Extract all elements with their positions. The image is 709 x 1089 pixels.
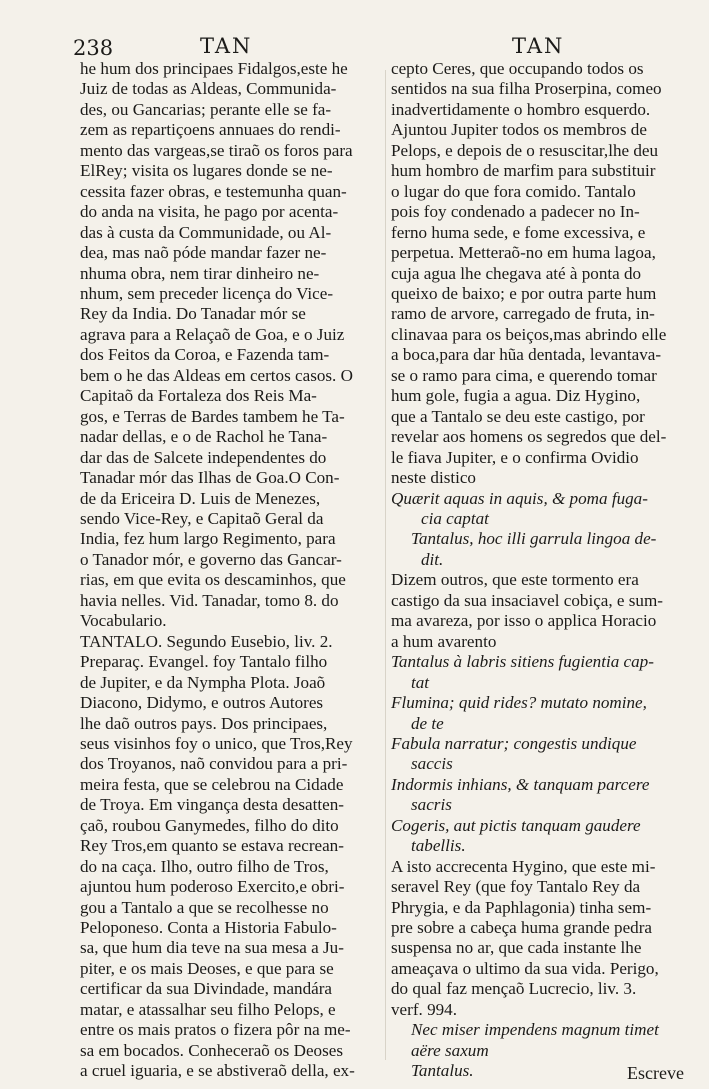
text-line: perpetua. Metteraõ-no em huma lagoa, <box>391 243 656 263</box>
left-text-column <box>80 59 380 1082</box>
text-line: nhuma obra, nem tirar dinheiro ne- <box>80 263 320 283</box>
text-line: dos Feitos da Coroa, e Fazenda tam- <box>80 345 330 365</box>
text-line: dar das de Salcete independentes do <box>80 447 327 467</box>
right-text-column <box>391 59 687 1082</box>
text-line: ma avareza, por isso o applica Horacio <box>391 611 657 631</box>
text-line: matar, e atassalhar seu filho Pelops, e <box>80 999 336 1019</box>
text-line: ajuntou hum poderoso Exercito,e obri- <box>80 877 345 897</box>
text-line: hum gole, fugia a agua. Diz Hygino, <box>391 386 641 406</box>
text-line: Vocabulario. <box>80 611 167 631</box>
text-line: a hum avarento <box>391 631 497 651</box>
text-line: Diacono, Didymo, e outros Autores <box>80 693 324 713</box>
text-line: a cruel iguaria, e se abstiveraõ della, ex- <box>80 1061 355 1081</box>
text-line: meira festa, que se celebrou na Cidade <box>80 774 344 794</box>
text-line: hum hombro de marfim para substituir <box>391 161 656 181</box>
text-line: saccis <box>411 754 453 774</box>
text-line: de Jupiter, e da Nympha Plota. Joaõ <box>80 672 326 692</box>
text-line: do anda na visita, he pago por acenta- <box>80 202 339 222</box>
text-line: se o ramo para cima, e querendo tomar <box>391 365 657 385</box>
text-line: tat <box>411 672 430 692</box>
text-line: ramo de arvore, carregado de fruta, in- <box>391 304 655 324</box>
text-line: TANTALO. Segundo Eusebio, liv. 2. <box>80 631 333 651</box>
text-line: Fabula narratur; congestis undique <box>391 733 637 753</box>
text-line: o Tanador mór, e governo das Gancar- <box>80 549 342 569</box>
text-line: certificar da sua Divindade, mandára <box>80 979 333 999</box>
text-line: das à custa da Communidade, ou Al- <box>80 222 332 242</box>
text-line: de da Ericeira D. Luis de Menezes, <box>80 488 321 508</box>
text-line: cuja agua lhe chegava até à ponta do <box>391 263 642 283</box>
text-line: do qual faz mençaõ Lucrecio, liv. 3. <box>391 979 637 999</box>
text-line: bem o he das Aldeas em certos casos. O <box>80 365 353 385</box>
text-line: he hum dos principaes Fidalgos,este he <box>80 59 348 78</box>
text-line: havia nelles. Vid. Tanadar, tomo 8. do <box>80 590 339 610</box>
text-line: ferno huma sede, e fome excessiva, e <box>391 222 646 242</box>
column-gutter <box>385 70 386 1060</box>
text-line: gou a Tantalo a que se recolhesse no <box>80 897 329 917</box>
text-line: Pelops, e depois de o resuscitar,lhe deu <box>391 140 659 160</box>
text-line: Dizem outros, que este tormento era <box>391 570 639 590</box>
text-line: o lugar do que fora comido. Tantalo <box>391 181 636 201</box>
text-line: inadvertidamente o hombro esquerdo. <box>391 99 651 119</box>
text-line: Phrygia, e da Paphlagonia) tinha sem- <box>391 897 652 917</box>
text-line: castigo da sua insaciavel cobiça, e sum- <box>391 590 663 610</box>
text-line: dit. <box>421 549 444 569</box>
text-line: sa em bocados. Conheceraõ os Deoses <box>80 1040 343 1060</box>
text-line: entre os mais pratos o fizera pôr na me- <box>80 1020 351 1040</box>
text-line: Tantalus à labris sitiens fugientia cap- <box>391 652 654 672</box>
text-line: Capitaõ da Fortaleza dos Reis Ma- <box>80 386 317 406</box>
text-line: pre sobre a cabeça huma grande pedra <box>391 918 653 938</box>
text-line: çaõ, roubou Ganymedes, filho do dito <box>80 815 339 835</box>
text-line: suspensa no ar, que cada instante lhe <box>391 938 642 958</box>
text-line: Juiz de todas as Aldeas, Communida- <box>80 79 337 99</box>
page-number: 238 <box>73 36 114 60</box>
text-line: Quærit aquas in aquis, & poma fuga- <box>391 488 648 508</box>
text-line: Preparaç. Evangel. foy Tantalo filho <box>80 652 328 672</box>
text-line: Peloponeso. Conta a Historia Fabulo- <box>80 918 337 938</box>
text-line: revelar aos homens os segredos que del- <box>391 427 667 447</box>
text-line: de Troya. Em vingança desta desatten- <box>80 795 344 815</box>
text-line: Cogeris, aut pictis tanquam gaudere <box>391 815 641 835</box>
text-line: sacris <box>411 795 452 815</box>
text-line: lhe daõ outros pays. Dos principaes, <box>80 713 328 733</box>
text-line: tabellis. <box>411 836 466 856</box>
text-line: aëre saxum <box>411 1040 489 1060</box>
text-line: agrava para a Relaçaõ de Goa, e o Juiz <box>80 324 345 344</box>
text-line: rias, em que evita os descaminhos, que <box>80 570 346 590</box>
text-line: mento das vargeas,se tiraõ os foros para <box>80 140 353 160</box>
text-line: sa, que hum dia teve na sua mesa a Ju- <box>80 938 344 958</box>
text-line: neste distico <box>391 468 476 488</box>
text-line: seravel Rey (que foy Tantalo Rey da <box>391 877 641 897</box>
text-line: ElRey; visita os lugares donde se ne- <box>80 161 333 181</box>
text-line: sendo Vice-Rey, e Capitaõ Geral da <box>80 508 324 528</box>
text-line: cia captat <box>421 508 489 528</box>
text-line: seus visinhos foy o unico, que Tros,Rey <box>80 733 353 753</box>
text-line: cessita fazer obras, e testemunha quan- <box>80 181 347 201</box>
text-line: ameaçava o ultimo da sua vida. Perigo, <box>391 958 659 978</box>
text-line: verf. 994. <box>391 999 457 1019</box>
text-line: Indormis inhians, & tanquam parcere <box>391 774 650 794</box>
running-head-left: TAN <box>200 34 253 58</box>
text-line: piter, e os mais Deoses, e que para se <box>80 958 334 978</box>
text-line: dea, mas naõ póde mandar fazer ne- <box>80 243 327 263</box>
text-line: dos Troyanos, naõ convidou para a pri- <box>80 754 348 774</box>
text-line: Nec miser impendens magnum timet <box>411 1020 659 1040</box>
text-line: des, ou Gancarias; perante elle se fa- <box>80 99 332 119</box>
text-line: cepto Ceres, que occupando todos os <box>391 59 644 78</box>
text-line: Tantalus. <box>411 1061 474 1081</box>
catchword: Escreve <box>627 1063 684 1083</box>
text-line: de te <box>411 713 444 733</box>
text-line: Tantalus, hoc illi garrula lingoa de- <box>411 529 657 549</box>
text-line: nadar dellas, e o de Rachol he Tana- <box>80 427 328 447</box>
text-line: a boca,para dar hũa dentada, levantava- <box>391 345 662 365</box>
text-line: que a Tantalo se deu este castigo, por <box>391 406 645 426</box>
text-line: nhum, sem preceder licença do Vice- <box>80 283 334 303</box>
text-line: zem as repartiçoens annuaes do rendi- <box>80 120 341 140</box>
text-line: A isto accrecenta Hygino, que este mi- <box>391 856 656 876</box>
running-head-right: TAN <box>512 34 565 58</box>
text-line: Flumina; quid rides? mutato nomine, <box>391 693 647 713</box>
text-line: pois foy condenado a padecer no In- <box>391 202 640 222</box>
text-line: India, fez hum largo Regimento, para <box>80 529 336 549</box>
text-line: clinavaa para os beiços,mas abrindo elle <box>391 324 667 344</box>
text-line: Ajuntou Jupiter todos os membros de <box>391 120 647 140</box>
text-line: do na caça. Ilho, outro filho de Tros, <box>80 856 329 876</box>
text-line: sentidos na sua filha Proserpina, comeo <box>391 79 662 99</box>
text-line: le fiava Jupiter, e o confirma Ovidio <box>391 447 639 467</box>
text-line: Rey Tros,em quanto se estava recrean- <box>80 836 344 856</box>
text-line: Tanadar mór das Ilhas de Goa.O Con- <box>80 468 340 488</box>
text-line: queixo de baixo; e por outra parte hum <box>391 283 657 303</box>
text-line: gos, e Terras de Bardes tambem he Ta- <box>80 406 345 426</box>
text-line: Rey da India. Do Tanadar mór se <box>80 304 306 324</box>
